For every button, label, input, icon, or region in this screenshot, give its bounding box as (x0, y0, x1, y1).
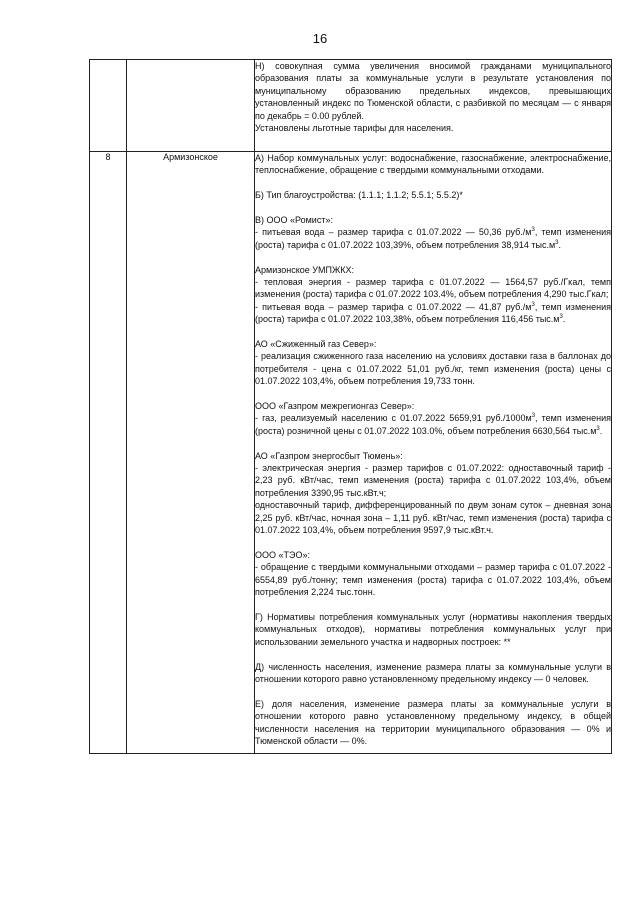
paragraph-line: - реализация сжиженного газа населению на условиях доставки газа в баллонах до потребителя - цена с 01.07.2022 51,01 руб./кг, темп изменения (роста) цены с 01.07.2022 103,4%, объем потребления 19,733 тонн. (255, 351, 611, 387)
cell-bottom-spacer (255, 747, 611, 753)
paragraph-v3 (255, 338, 611, 388)
superscript-three: 3 (531, 227, 535, 234)
paragraph-d (255, 661, 611, 686)
table-row (90, 60, 612, 152)
paragraph-line: - обращение с твердыми коммунальными отходами – размер тарифа с 01.07.2022 - 6554,89 руб./тонну; темп изменения (роста) тарифа с 01.07.2022 103,4%, объем потребления 2,224 тыс.тонн. (255, 562, 611, 598)
paragraph-line: - питьевая вода – размер тарифа с 01.07.2022 — 50,36 $руб./м^3$, темп изменения (роста) тарифа с 01.07.2022 103,39%, объем потребления 38,914 $тыс.м^3$. (255, 227, 611, 250)
page-number: 16 (312, 31, 328, 46)
paragraph-g (255, 611, 611, 648)
paragraph-v5 (255, 450, 611, 537)
paragraph-v2 (255, 264, 611, 326)
municipality-cell: Армизонское (127, 152, 255, 754)
paragraph-v1 (255, 214, 611, 251)
paragraph-e (255, 698, 611, 748)
details-cell (255, 60, 612, 152)
paragraph-benefit-tariffs: Установлены льготные тарифы для населения. (255, 123, 454, 134)
paragraph-v4 (255, 400, 611, 437)
paragraph-v6 (255, 549, 611, 599)
superscript-three: 3 (531, 413, 536, 420)
paragraph-line: Армизонское УМПЖКХ: (255, 264, 355, 275)
municipality-cell (127, 60, 255, 152)
paragraph-line: В) ООО «Ромист»: (255, 215, 333, 225)
paragraph-line: - тепловая энергия - размер тарифа с 01.07.2022 — 1564,57 руб./Гкал, темп изменения (роста) тарифа с 01.07.2022 103.4%, объем потребления 4,290 тыс.Гкал; (255, 277, 611, 300)
paragraph-line: А) Набор коммунальных услуг: водоснабжение, газоснабжение, электроснабжение, теплоснабжение, обращение с твердыми коммунальными отходами. (255, 153, 611, 176)
row-number-cell: 8 (90, 152, 127, 754)
details-cell (255, 152, 612, 754)
tariff-table (89, 59, 612, 754)
paragraph-line: Д) численность населения, изменение размера платы за коммунальные услуги в отношении которого равно установленному предельному индексу — 0 человек. (255, 661, 611, 684)
row-number-cell (90, 60, 127, 152)
paragraph-line: - питьевая вода – размер тарифа с 01.07.2022 — 41,87 $руб./м^3$, темп изменения (роста) тарифа с 01.07.2022 103,38%, объем потребления 116,456 $тыс.м^3$. (255, 301, 611, 325)
paragraph-a (255, 152, 611, 177)
superscript-three: 3 (559, 314, 563, 321)
paragraph-line: Г) Нормативы потребления коммунальных услуг (нормативы накопления твердых коммунальных отходов), нормативы потребления коммунальных услуг при использовании земельного участка и надворных построек: ** (255, 611, 611, 647)
paragraph-n: Н) совокупная сумма увеличения вносимой гражданами муниципального образования платы за коммунальные услуги в результате установления по муниципальному образованию предельных индексов, превышающих установленный индекс по Тюменской области, с разбивкой по месяцам — с января по декабрь = 0.00 рублей. (255, 61, 611, 121)
table-row (90, 152, 612, 754)
superscript-three: 3 (596, 425, 600, 432)
paragraph-line: АО «Газпром энергосбыт Тюмень»: (255, 450, 403, 461)
paragraph-line: ООО «ТЭО»: (255, 549, 310, 560)
superscript-three: 3 (555, 239, 559, 246)
paragraph-line: Е) доля населения, изменение размера платы за коммунальные услуги в отношении которого равно установленному предельному индексу, в общей численности населения на территории муниципального образования — 0% и Тюменской области — 0%. (255, 698, 611, 746)
paragraph-line: АО «Сжиженный газ Север»: (255, 339, 377, 350)
paragraph-line: ООО «Газпром межрегионгаз Север»: (255, 401, 415, 412)
paragraph-line: - электрическая энергия - размер тарифов с 01.07.2022: одноставочный тариф - 2,23 руб. кВт/час, темп изменения (роста) тарифа с 01.07.2022 103,4%, объем потребления 3390,95 тыс.кВт.ч; (255, 463, 611, 498)
superscript-three: 3 (531, 301, 535, 308)
paragraph-b (255, 189, 611, 201)
paragraph-line: - газ, реализуемый населению с 01.07.2022 5659,91 $руб./1000м^3$, темп изменения (роста) розничной цены с 01.07.2022 103.0%, объем потребления 6630,564 $тыс.м^3$. (255, 413, 611, 436)
paragraph-line: одноставочный тариф, дифференцированный по двум зонам суток – дневная зона 2,25 руб. кВт/час, ночная зона – 1,11 руб. кВт/час, темп изменения (роста) тарифа с 01.07.2022 103,4%, объем потребления 9597,9 тыс.кВт.ч. (255, 500, 611, 536)
paragraph-line: Б) Тип благоустройства: (1.1.1; 1.1.2; 5.5.1; 5.5.2)* (255, 190, 463, 201)
